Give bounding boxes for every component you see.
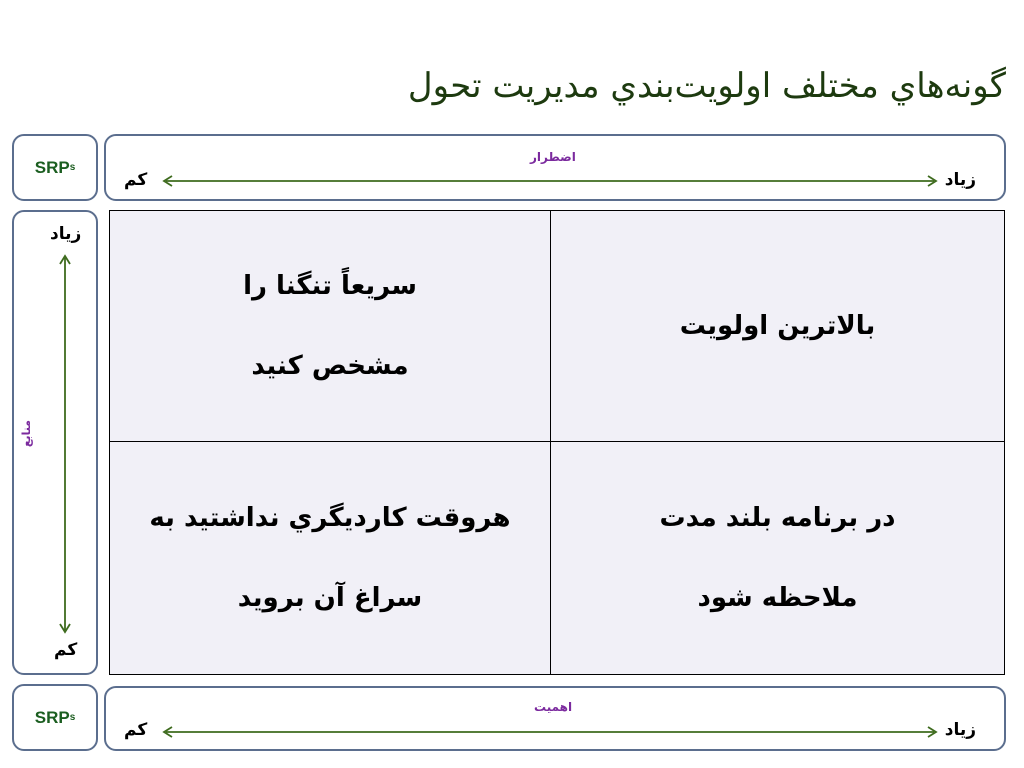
srp-subscript: s <box>69 162 76 173</box>
resources-low-label: كم <box>54 640 78 660</box>
quadrant-text: ملاحظه شود <box>697 583 858 613</box>
srp-label: SRP <box>34 707 70 727</box>
urgency-axis-arrow <box>160 174 940 188</box>
quadrant-text: سراغ آن برويد <box>237 583 423 613</box>
resources-axis-arrow <box>58 254 72 634</box>
quadrant-text: هروقت كارديگري نداشتيد به <box>149 503 511 533</box>
urgency-low-label: كم <box>124 170 148 190</box>
urgency-high-label: زياد <box>944 170 976 190</box>
quadrant-text: بالاترين اولويت <box>679 311 876 341</box>
srp-subscript: s <box>69 712 76 723</box>
priority-matrix <box>109 210 1005 675</box>
quadrant-bottom-left <box>110 442 551 674</box>
quadrant-top-left <box>110 211 551 442</box>
slide-title: گونه‌هاي مختلف اولويت‌بندي مديريت تحول <box>407 66 1006 106</box>
quadrant-bottom-right <box>551 442 1004 674</box>
urgency-axis-name: اضطرار <box>530 150 576 164</box>
srp-label: SRP <box>34 157 70 177</box>
quadrant-top-right <box>551 211 1004 442</box>
importance-axis-box <box>104 686 1006 751</box>
urgency-axis-box <box>104 134 1006 201</box>
importance-axis-name: اهميت <box>534 700 573 714</box>
importance-low-label: كم <box>124 720 148 740</box>
quadrant-text: مشخص كنيد <box>251 351 409 381</box>
importance-axis-arrow <box>160 725 940 739</box>
srp-box-top <box>12 134 98 201</box>
resources-high-label: زياد <box>50 224 82 244</box>
quadrant-text: سريعاً تنگنا را <box>243 271 417 301</box>
quadrant-text: در برنامه بلند مدت <box>659 503 896 533</box>
importance-high-label: زياد <box>944 720 976 740</box>
resources-axis-name: منابع <box>20 420 33 448</box>
srp-box-bottom <box>12 684 98 751</box>
